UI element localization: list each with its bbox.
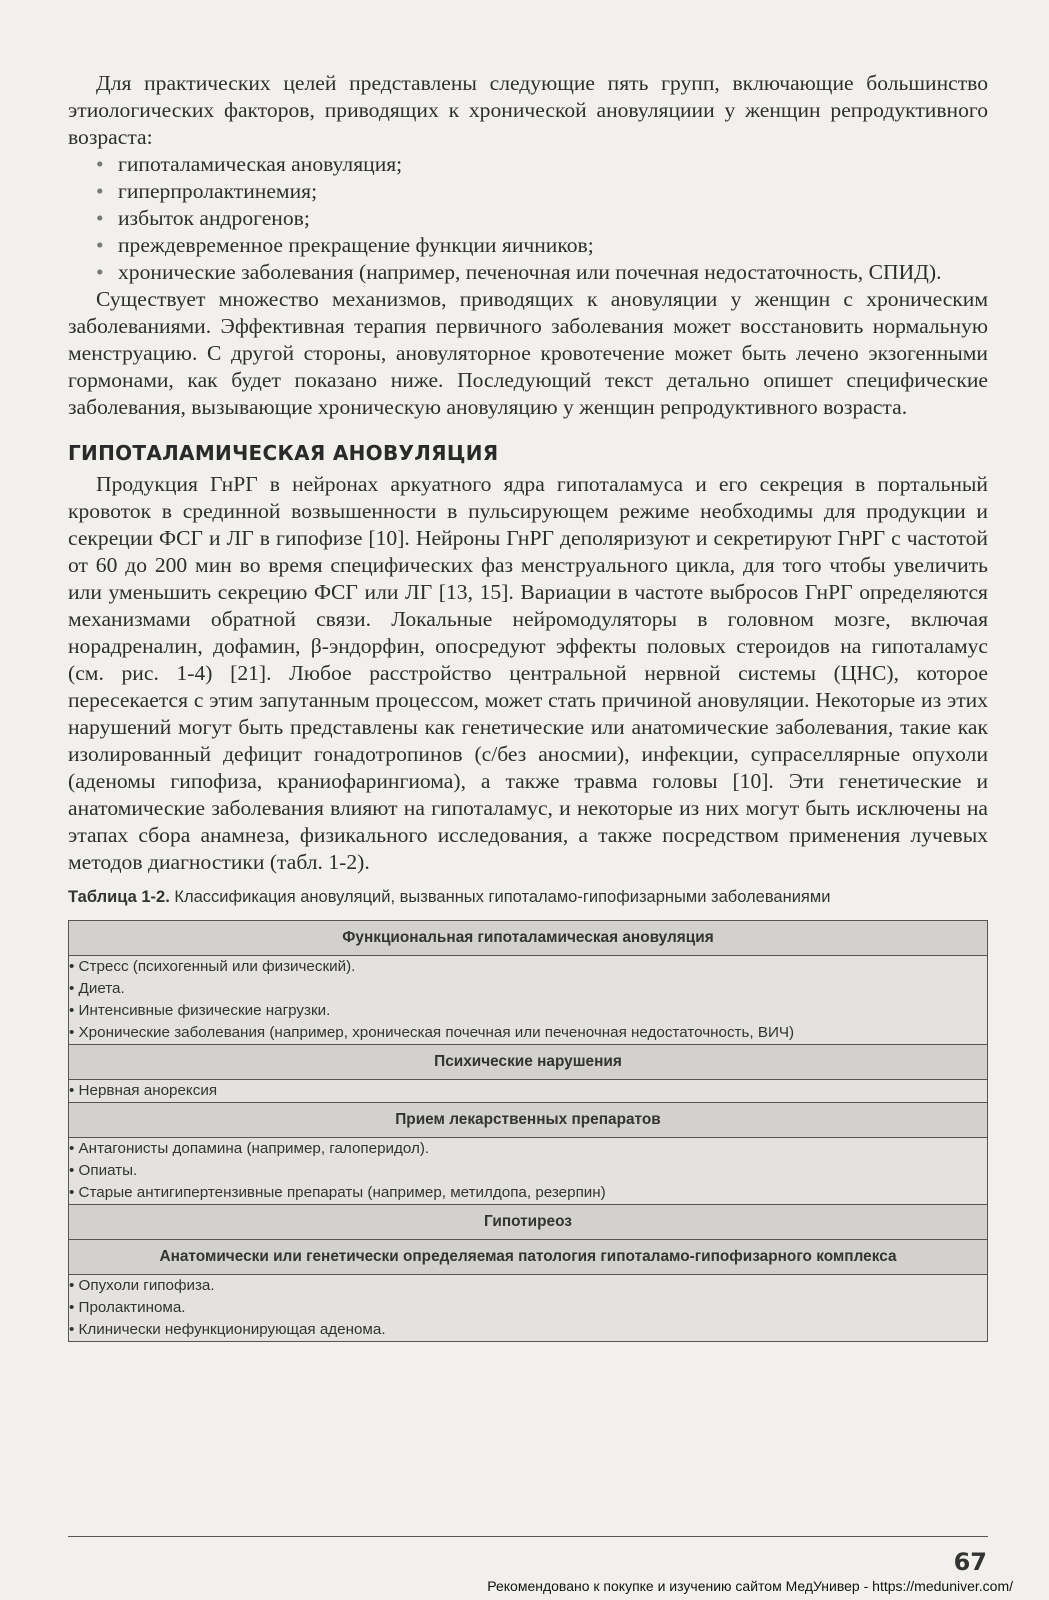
- table-group-header: Функциональная гипоталамическая ановуляция: [69, 921, 988, 956]
- table-item: • Интенсивные физические нагрузки.: [69, 1000, 987, 1022]
- footer-note: Рекомендовано к покупке и изучению сайтом МедУнивер - https://meduniver.com/: [487, 1578, 1013, 1594]
- table-item: • Опиаты.: [69, 1160, 987, 1182]
- table-item: • Старые антигипертензивные препараты (например, метилдопа, резерпин): [69, 1182, 987, 1204]
- table-group-header: Анатомически или генетически определяемая патология гипоталамо-гипофизарного комплекса: [69, 1240, 988, 1275]
- etiology-list: [68, 151, 988, 286]
- table-item: • Диета.: [69, 978, 987, 1000]
- list-item: • преждевременное прекращение функции яичников;: [68, 232, 988, 259]
- table-group-body: [69, 956, 988, 1045]
- section-heading: ГИПОТАЛАМИЧЕСКАЯ АНОВУЛЯЦИЯ: [68, 441, 499, 465]
- table-group-body: [69, 1080, 988, 1103]
- classification-table: [68, 920, 988, 1342]
- table-caption-label: Таблица 1-2.: [68, 888, 170, 906]
- table-group-body: [69, 1275, 988, 1342]
- page-number: 67: [953, 1548, 987, 1576]
- table-item: • Клинически нефункционирующая аденома.: [69, 1319, 987, 1341]
- table-group-body: [69, 1138, 988, 1205]
- list-item: • гипоталамическая ановуляция;: [68, 151, 988, 178]
- list-item: • хронические заболевания (например, печеночная или почечная недостаточность, СПИД).: [68, 259, 988, 286]
- table-group-header: Прием лекарственных препаратов: [69, 1103, 988, 1138]
- table-item: • Нервная анорексия: [69, 1080, 987, 1102]
- list-item: • гиперпролактинемия;: [68, 178, 988, 205]
- table-item: • Стресс (психогенный или физический).: [69, 956, 987, 978]
- page-content: [68, 70, 988, 1342]
- mechanisms-paragraph: Существует множество механизмов, приводящих к ановуляции у женщин с хроническим заболеваниями. Эффективная терапия первичного заболевания может восстановить нормальную менструацию. С другой стороны, ановуляторное кровотечение может быть лечено экзогенными гормонами, как будет показано ниже. Последующий текст детально опишет специфические заболевания, вызывающие хроническую ановуляцию у женщин репродуктивного возраста.: [68, 287, 988, 419]
- bottom-rule: [68, 1536, 988, 1537]
- intro-paragraph: Для практических целей представлены следующие пять групп, включающие большинство этиологических факторов, приводящих к хронической ановуляциии у женщин репродуктивного возраста:: [68, 71, 988, 149]
- table-group-header: Гипотиреоз: [69, 1205, 988, 1240]
- table-item: • Опухоли гипофиза.: [69, 1275, 987, 1297]
- table-group-header: Психические нарушения: [69, 1045, 988, 1080]
- table-caption: [68, 886, 988, 908]
- section-paragraph: Продукция ГнРГ в нейронах аркуатного ядра гипоталамуса и его секреция в портальный кровоток в срединной возвышенности в пульсирующем режиме необходимы для продукции и секреции ФСГ и ЛГ в гипофизе [10]. Нейроны ГнРГ деполяризуют и секретируют ГнРГ с частотой от 60 до 200 мин во время специфических фаз менструального цикла, для того чтобы увеличить или уменьшить секрецию ФСГ или ЛГ [13, 15]. Вариации в частоте выбросов ГнРГ определяются механизмами обратной связи. Локальные нейромодуляторы в головном мозге, включая норадреналин, дофамин, β-эндорфин, опосредуют эффекты половых стероидов на гипоталамус (см. рис. 1-4) [21]. Любое расстройство центральной нервной системы (ЦНС), которое пересекается с этим запутанным процессом, может стать причиной ановуляции. Некоторые из этих нарушений могут быть представлены как генетические или анатомические заболевания, такие как изолированный дефицит гонадотропинов (с/без аносмии), инфекции, супраселлярные опухоли (аденомы гипофиза, краниофарингиома), а также травма головы [10]. Эти генетические и анатомические заболевания влияют на гипоталамус, и некоторые из них могут быть исключены на этапах сбора анамнеза, физикального исследования, а также посредством применения лучевых методов диагностики (табл. 1-2).: [68, 472, 988, 874]
- table-item: • Антагонисты допамина (например, галоперидол).: [69, 1138, 987, 1160]
- table-item: • Хронические заболевания (например, хроническая почечная или печеночная недостаточность, ВИЧ): [69, 1022, 987, 1044]
- table-caption-text: Классификация ановуляций, вызванных гипоталамо-гипофизарными заболеваниями: [174, 888, 831, 906]
- list-item: • избыток андрогенов;: [68, 205, 988, 232]
- table-item: • Пролактинома.: [69, 1297, 987, 1319]
